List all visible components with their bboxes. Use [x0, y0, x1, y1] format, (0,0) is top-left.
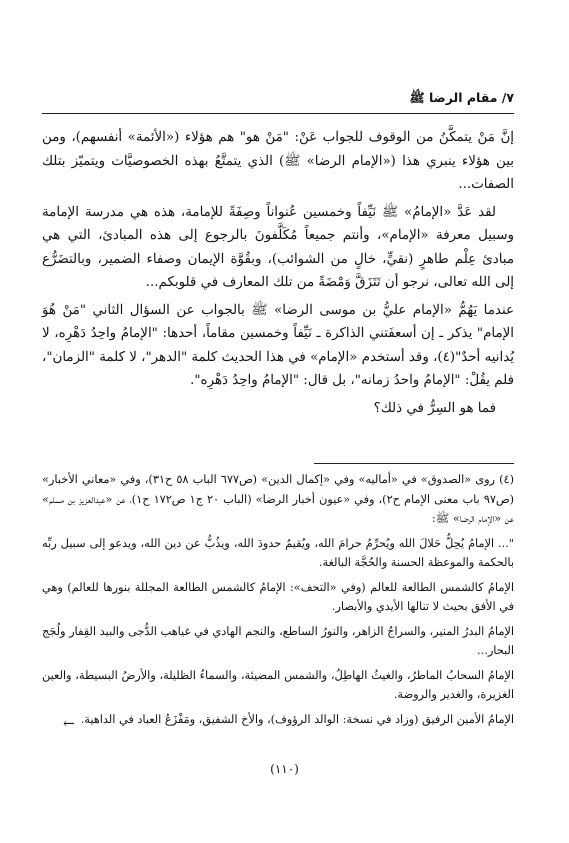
footnote-quote: الإمامُ كالشمس الطالعة للعالم (وفي «التحف»: الإمامُ كالشمس الطالعة المجللة بنورها للعالم) وهي في الأفق بحيث لا تنالها الأيدي والأبصار. [42, 580, 514, 613]
footnote-quote: الإمامُ السحابُ الماطرُ، والغيثُ الهاطِلُ، والشمس المضيئة، والسماءُ الظليلة، والأرضُ البسيطة، والعين الغزيرة، والغدير والروضة. [42, 668, 514, 701]
paragraph: فما هو السِرُّ في ذلك؟ [373, 400, 496, 416]
page-number: (١١٠) [270, 762, 299, 776]
footnote-divider [314, 463, 514, 464]
chapter-title: ٧/ مقام الرضا ﷺ [409, 90, 514, 105]
continuation-arrow-icon: ← [63, 716, 75, 732]
paragraph: إنَّ مَنْ يتمكَّنُ من الوقوف للجواب عَنْ: "مَنْ هو" هم هؤلاء («الأئمة» أنفسهم)، ومن بين هؤلاء ينبري هذا («الإمام الرضا» ﷺ) الذي يتمتَّعُ بهذه الخصوصيَّات ويتميّز بتلك الصفات... [42, 130, 514, 192]
header-rule [42, 113, 514, 114]
paragraph: لقد عَدَّ «الإمامُ» ﷺ نَيِّفاً وخمسين عُنواناً وصِفَةً للإمامة، هذه هي مدرسة الإمامة وسبيل معرفة «الإمام»، وأنتم جميعاً مُكَلَّفونَ بالرجوع إلى هذه المبادئ، التي هي مبادئ عِلْم طاهرٍ (نقيٍّ، خالٍ من الشوائب)، وبقُوَّة الإيمان وصفاء الضمير، وبالتضَرُّع إلى الله تعالى، نرجو أن تَتَزَقَّ وَمْضَةً من تلك المعارف في قلوبكم... [42, 204, 514, 290]
running-header [42, 90, 514, 114]
footnote-quote: الإمامُ الأمين الرفيق (وزاد في نسخة: الوالد الرؤوف)، والأخ الشفيق، ومَفْزَعُ العباد في الداهية. [80, 712, 514, 726]
footnotes [42, 470, 514, 734]
paragraph: عندما يَهُمُّ «الإمام عليُّ بن موسى الرضا» ﷺ بالجواب عن السؤال الثاني "مَنْ هُوَ الإمام" يذكر ـ إن أسعفَتني الذاكرة ـ نَيِّفاً وخمسين مقاماً، أحدها: "الإمامُ واحِدُ دَهْرِه، لا يُدانيه أحدٌ"(٤)، وقد أستخدم «الإمام» في هذا الحديث كلمة "الدهر"، لا كلمة "الزمان"، فلم يقُلْ: "الإمامُ واحدُ زمانه"، بل قال: "الإمامُ واحِدُ دَهْرِه". [42, 302, 514, 388]
footnote-quote: "... الإمامُ يُحِلُّ حَلالَ الله ويُحرِّمُ حرامَ الله، ويُقيمُ حدودَ الله، ويذُبُّ عن دين الله، ويدعو إلى سبيل ربِّه بالحكمة والموعظة الحسنة والحُجَّة البالغة. [42, 536, 514, 569]
main-text [42, 126, 514, 424]
footnote-quote: الإمامُ البدرُ المنير، والسراجُ الزاهر، والنورُ الساطع، والنجم الهادي في غياهب الدُّجى والبيد القِفار ولُجَج البحار... [42, 624, 514, 657]
footnote: (٤) روى «الصدوق» في «أماليه» وفي «إكمال الدين» (ص٦٧٧ الباب ٥٨ ح٣١)، وفي «معاني الأخبار» (ص٩٧ باب معنى الإمام ح٢)، وفي «عيون أخبار الرضا» (الباب ٢٠ ج١ ص١٧٢ ح١)، عن «عبدالعزيز بن مسلم» عن «الإمام الرضا» ﷺ: [42, 473, 515, 525]
